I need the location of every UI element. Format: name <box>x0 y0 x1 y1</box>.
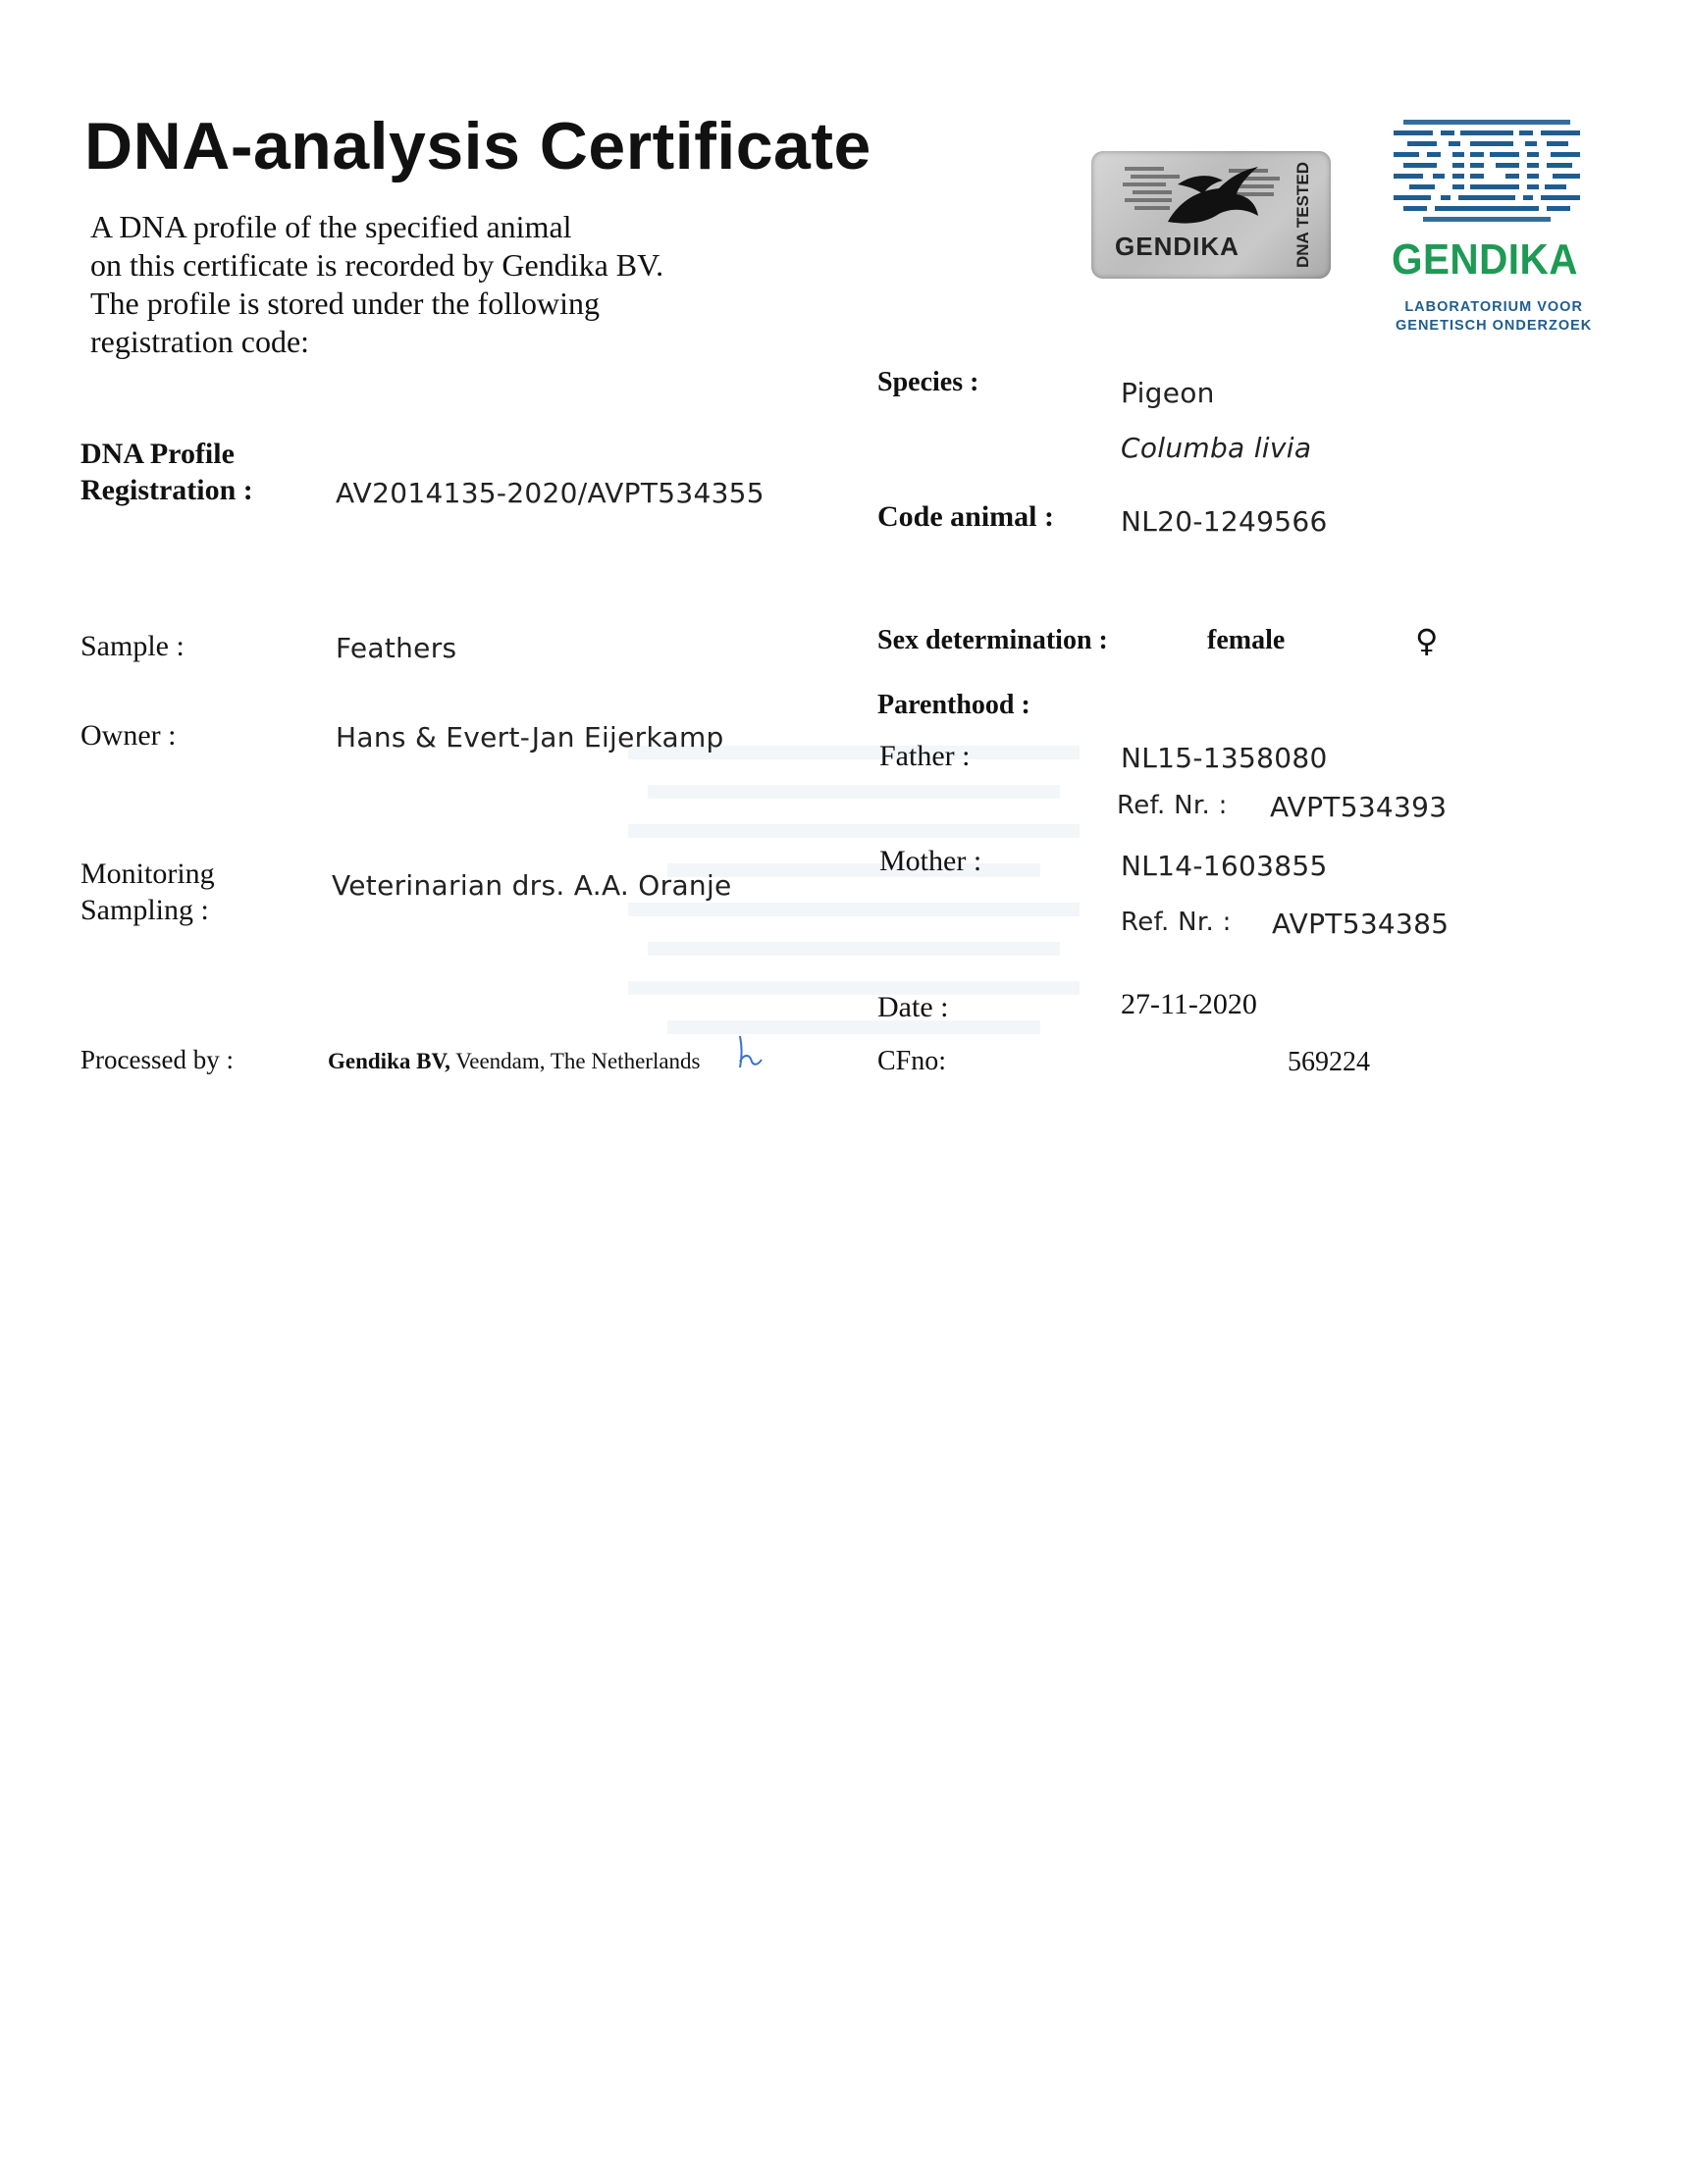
processed-location: Veendam, The Netherlands <box>449 1049 701 1073</box>
monitoring-value: Veterinarian drs. A.A. Oranje <box>332 869 732 902</box>
dna-tested-badge <box>1091 151 1331 279</box>
species-latin: Columba livia <box>1121 432 1312 464</box>
logo-subtitle <box>1396 298 1592 336</box>
processed-company: Gendika BV, <box>328 1049 450 1073</box>
intro-text <box>90 208 797 361</box>
father-ref-label: Ref. Nr. : <box>1117 791 1228 820</box>
intro-line-2: on this certificate is recorded by Gendika BV. <box>90 247 664 283</box>
intro-line-1: A DNA profile of the specified animal <box>90 209 572 244</box>
father-ref-value: AVPT534393 <box>1270 791 1448 823</box>
female-symbol-icon: ♀ <box>1415 622 1439 659</box>
sex-determination-label: Sex determination : <box>877 625 1108 655</box>
processed-by-label: Processed by : <box>80 1045 234 1074</box>
father-value: NL15-1358080 <box>1121 742 1328 774</box>
intro-line-3: The profile is stored under the following <box>90 286 600 321</box>
monitoring-label: Monitoring <box>80 858 215 890</box>
owner-label: Owner : <box>80 719 177 752</box>
date-label: Date : <box>877 991 949 1023</box>
sample-label: Sample : <box>80 630 185 662</box>
sex-value: female <box>1207 625 1286 655</box>
certificate-title: DNA-analysis Certificate <box>84 109 871 183</box>
signature-mark <box>734 1032 764 1071</box>
intro-line-4: registration code: <box>90 324 310 359</box>
species-label: Species : <box>877 367 979 397</box>
badge-tested-label: DNA TESTED <box>1293 162 1312 268</box>
badge-name: GENDIKA <box>1115 232 1240 261</box>
processed-by-value <box>328 1049 701 1074</box>
sampling-label: Sampling : <box>80 894 209 926</box>
species-common: Pigeon <box>1121 377 1215 409</box>
mother-ref-label: Ref. Nr. : <box>1121 908 1232 937</box>
logo-subtitle-line-1: LABORATORIUM VOOR <box>1404 299 1583 315</box>
code-animal-label: Code animal : <box>877 500 1054 533</box>
sample-value: Feathers <box>336 632 457 664</box>
pigeon-silhouette-icon <box>1121 161 1288 239</box>
gendika-logo-icon <box>1394 120 1580 222</box>
father-label: Father : <box>879 740 971 772</box>
cfno-value: 569224 <box>1288 1047 1370 1077</box>
mother-label: Mother : <box>879 845 982 877</box>
logo-subtitle-line-2: GENETISCH ONDERZOEK <box>1396 318 1593 334</box>
watermark-logo <box>628 746 1080 1060</box>
registration-value: AV2014135-2020/AVPT534355 <box>336 477 765 509</box>
registration-label: Registration : <box>80 474 253 506</box>
dna-profile-label: DNA Profile <box>80 438 235 470</box>
date-value: 27-11-2020 <box>1121 988 1257 1020</box>
mother-ref-value: AVPT534385 <box>1272 908 1450 940</box>
code-animal-value: NL20-1249566 <box>1121 505 1328 538</box>
logo-name: GENDIKA <box>1392 235 1578 284</box>
cfno-label: CFno: <box>877 1046 947 1076</box>
mother-value: NL14-1603855 <box>1121 850 1328 882</box>
parenthood-label: Parenthood : <box>877 690 1030 720</box>
owner-value: Hans & Evert-Jan Eijerkamp <box>336 721 724 754</box>
